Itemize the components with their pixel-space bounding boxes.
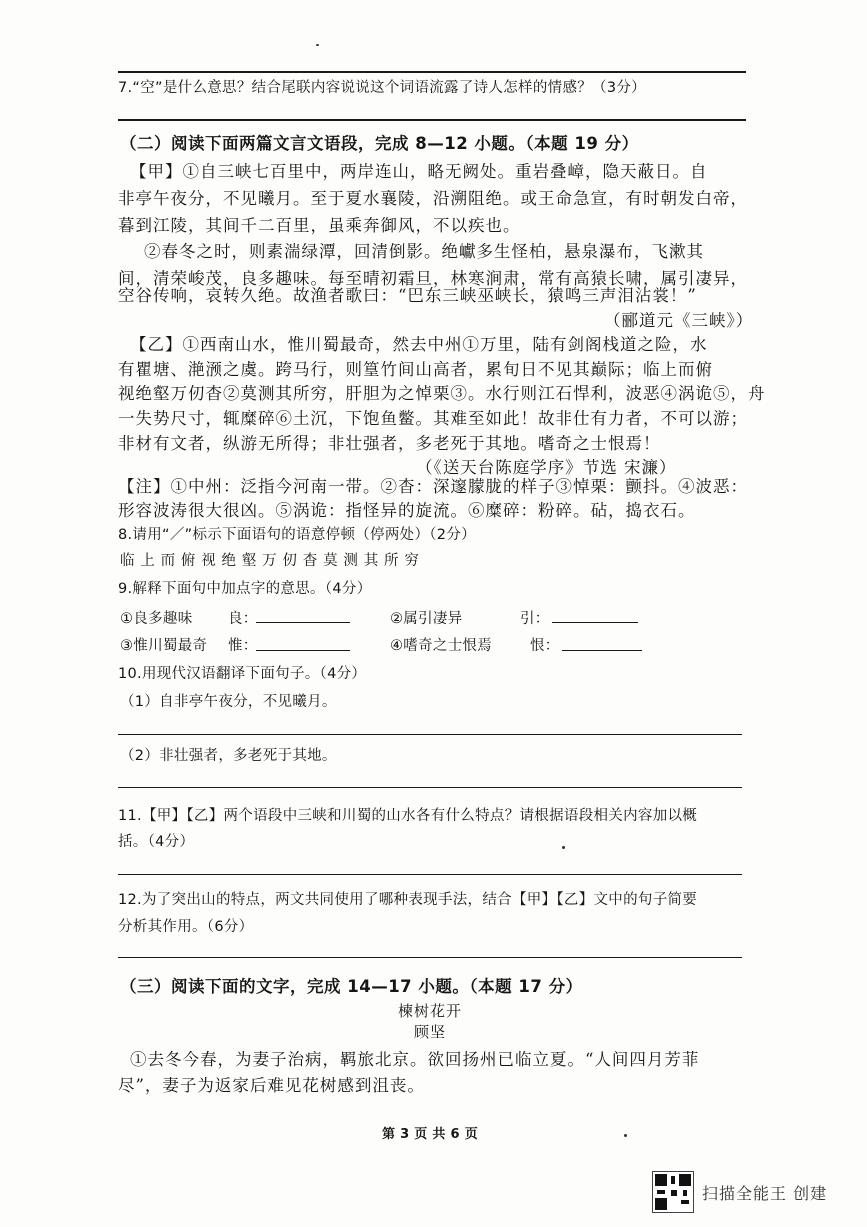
jia-source: （郦道元《三峡》） <box>604 311 754 330</box>
q9-item-4-phrase: ④嗜奇之士恨焉 <box>390 638 493 654</box>
article-title: 楝树花开 <box>398 1002 463 1020</box>
q9-item-2-phrase: ②属引凄异 <box>390 611 463 627</box>
q11-line-1: 11.【甲】【乙】两个语段中三峡和川蜀的山水各有什么特点？请根据语段相关内容加以概 <box>118 808 698 824</box>
article-para-line-2: 尽”，妻子为返家后难见花树感到沮丧。 <box>118 1076 425 1095</box>
watermark-text: 扫描全能王 创建 <box>702 1183 828 1203</box>
q9-item-4-answer-blank[interactable] <box>562 650 642 651</box>
yi-line-1: 【乙】①西南山水，惟川蜀最奇，然去中州①万里，陆有剑阁栈道之险，水 <box>130 335 708 354</box>
jia-line-1: 【甲】①自三峡七百里中，两岸连山，略无阙处。重岩叠嶂，隐天蔽日。自 <box>130 162 708 181</box>
q10-1-answer-line[interactable] <box>118 734 742 735</box>
q9-text: 9.解释下面句中加点字的意思。（4分） <box>118 581 372 597</box>
notes-line-2: 形容波涛很大很凶。⑤涡诡：指怪异的旋流。⑥糜碎：粉碎。砧，捣衣石。 <box>118 501 696 520</box>
q10-2-answer-line[interactable] <box>118 787 742 788</box>
q10-text: 10.用现代汉语翻译下面句子。（4分） <box>118 666 367 682</box>
page-number: 第 3 页 共 6 页 <box>382 1127 479 1142</box>
q7-text: 7.“空”是什么意思？结合尾联内容说说这个词语流露了诗人怎样的情感？（3分） <box>118 80 646 96</box>
q9-item-1-label: 良： <box>228 611 258 627</box>
q9-item-4-label: 恨： <box>530 638 560 654</box>
q9-item-2-answer-blank[interactable] <box>552 622 638 623</box>
scan-speck <box>624 1134 627 1137</box>
q9-item-3-phrase: ③惟川蜀最奇 <box>120 638 208 654</box>
q8-sentence: 临 上 而 俯 视 绝 壑 万 仞 杳 莫 测 其 所 穷 <box>120 553 420 569</box>
scanner-watermark <box>652 1171 827 1213</box>
q12-line-1: 12.为了突出山的特点，两文共同使用了哪种表现手法，结合【甲】【乙】文中的句子简要 <box>118 892 698 908</box>
section3-heading: （三）阅读下面的文字，完成 14—17 小题。（本题 17 分） <box>120 977 583 996</box>
scan-speck <box>316 44 319 46</box>
q10-item-2: （2）非壮强者，多老死于其地。 <box>120 748 337 764</box>
q12-answer-line[interactable] <box>118 957 742 958</box>
q9-item-1-answer-blank[interactable] <box>256 622 350 623</box>
yi-line-2: 有瞿塘、滟滪之虞。跨马行，则篁竹间山高者，累旬日不见其巅际；临上而俯 <box>118 360 713 379</box>
q10-item-1: （1）自非亭午夜分，不见曦月。 <box>120 694 337 710</box>
q9-item-2-label: 引： <box>520 611 550 627</box>
q9-item-3-label: 惟： <box>228 638 258 654</box>
q11-line-2: 括。（4分） <box>118 834 195 850</box>
jia-line-6: 空谷传响，哀转久绝。故渔者歌曰：“巴东三峡巫峡长，猿鸣三声泪沾裳！” <box>118 286 697 305</box>
q9-item-1-phrase: ①良多趣味 <box>120 611 193 627</box>
qr-code-icon <box>652 1171 694 1213</box>
jia-line-3: 暮到江陵，其间千二百里，虽乘奔御风，不以疾也。 <box>118 216 521 235</box>
notes-line-1: 【注】①中州：泛指今河南一带。②杳：深邃朦胧的样子③悼栗：颤抖。④波恶： <box>118 477 748 496</box>
q11-answer-line[interactable] <box>118 874 742 875</box>
jia-line-5: 间，清荣峻茂，良多趣味。每至晴初霜旦，林寒涧肃，常有高猿长啸，属引凄异， <box>118 269 748 288</box>
yi-line-4: 一失势尺寸，辄糜碎⑥土沉，下饱鱼鳖。其难至如此！故非仕有力者，不可以游； <box>118 409 748 428</box>
article-author: 顾坚 <box>414 1023 447 1041</box>
section2-heading: （二）阅读下面两篇文言文语段，完成 8—12 小题。（本题 19 分） <box>120 134 639 153</box>
jia-line-4: ②春冬之时，则素湍绿潭，回清倒影。绝巘多生怪柏，悬泉瀑布，飞漱其 <box>144 242 704 261</box>
rule-top <box>118 71 746 73</box>
q12-line-2: 分析其作用。（6分） <box>118 919 254 935</box>
q9-item-3-answer-blank[interactable] <box>256 650 350 651</box>
scan-speck <box>562 846 565 849</box>
q7-answer-line <box>118 119 746 121</box>
yi-line-3: 视绝壑万仞杳②莫测其所穷，肝胆为之悼栗③。水行则江石悍利，波恶④涡诡⑤，舟 <box>118 384 766 403</box>
q8-text: 8.请用“／”标示下面语句的语意停顿（停两处）（2分） <box>118 527 476 543</box>
jia-line-2: 非亭午夜分，不见曦月。至于夏水襄陵，沿溯阻绝。或王命急宣，有时朝发白帝， <box>118 189 748 208</box>
yi-line-5: 非材有文者，纵游无所得；非壮强者，多老死于其地。嗜奇之士恨焉！ <box>118 434 661 453</box>
yi-source: （《送天台陈庭学序》节选 宋濂） <box>416 458 677 477</box>
article-para-line-1: ①去冬今春，为妻子治病，羁旅北京。欲回扬州已临立夏。“人间四月芳菲 <box>130 1050 700 1069</box>
